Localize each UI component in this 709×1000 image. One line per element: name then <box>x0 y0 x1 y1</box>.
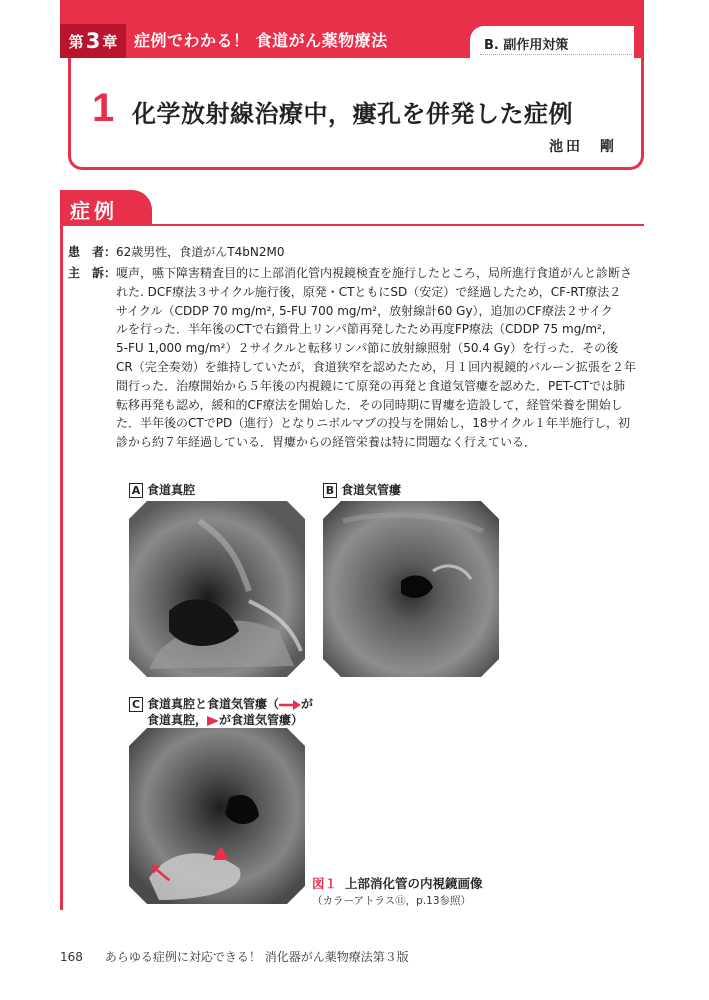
section-heading: 症例 <box>60 190 152 224</box>
chapter-title: 症例でわかる！ 食道がん薬物療法 <box>134 31 388 50</box>
chapter-number: 3 <box>85 29 101 53</box>
chapter-suffix: 章 <box>102 32 118 51</box>
book-title: あらゆる症例に対応できる！ 消化器がん薬物療法第３版 <box>104 950 409 964</box>
history-line: れた. DCF療法３サイクル施行後，原発・CTともにSD（安定）で経過したため，CF-RT療法２ <box>116 284 622 299</box>
section-tag: B. 副作用対策 <box>470 26 634 58</box>
chapter-badge <box>60 24 126 58</box>
endoscopy-image-a <box>129 501 305 677</box>
endoscopy-image-b <box>323 501 499 677</box>
history-line: た．半年後のCTでPD（進行）となりニボルマブの投与を開始し，18サイクル１年半施行し，初 <box>116 416 631 431</box>
figure-b-title: 食道気管瘻 <box>341 483 402 497</box>
history-label: 主 訴： <box>68 266 117 280</box>
history-line: 間行った．治療開始から５年後の内視鏡にて原発の再発と食道気管瘻を認めた．PET-CTでは肺 <box>116 378 626 393</box>
left-accent-line <box>60 190 63 910</box>
figure-a-caption <box>129 482 195 498</box>
figure-c-title-2a: 食道真腔， <box>147 713 208 727</box>
figure-c-caption <box>129 696 313 728</box>
history-text <box>116 264 648 452</box>
figure-a-letter: A <box>129 483 143 498</box>
section-underline <box>60 224 644 226</box>
patient-row <box>68 243 648 263</box>
history-line: 転移再発も認め，緩和的CF療法を開始した．その同時期に胃瘻を造設して，経管栄養を開始し <box>116 397 623 412</box>
figure-b-caption <box>323 482 401 498</box>
history-line: CR（完全奏効）を維持していたが，食道狭窄を認めたため，月１回内視鏡的バルーン拡張を２年 <box>116 359 637 374</box>
page-footer <box>60 948 409 965</box>
figure-reference: （カラーアトラス⑪，p.13参照） <box>312 895 472 907</box>
page-number: 168 <box>60 950 83 964</box>
dotted-divider <box>480 54 632 55</box>
figure-c-title-1: 食道真腔と食道気管瘻（ <box>147 697 280 711</box>
figure-a-title: 食道真腔 <box>147 483 196 497</box>
history-line: 嗄声，嚥下障害精査目的に上部消化管内視鏡検査を施行したところ，局所進行食道がんと診断さ <box>116 266 633 280</box>
arrowhead-icon <box>207 716 219 726</box>
patient-label: 患 者： <box>68 245 117 259</box>
chapter-prefix: 第 <box>68 32 84 51</box>
arrow-icon <box>279 700 301 710</box>
figure-b-letter: B <box>323 483 337 498</box>
article-number: 1 <box>92 86 115 130</box>
history-line: サイクル（CDDP 70 mg/m², 5-FU 700 mg/m²，放射線計60 Gy），追加のCF療法２サイク <box>116 303 613 318</box>
history-line: ルを行った．半年後のCTで右鎖骨上リンパ節再発したため再度FP療法（CDDP 75 mg/m², <box>116 322 606 337</box>
author-name: 池田 剛 <box>549 139 617 155</box>
figure-c-letter: C <box>129 697 143 712</box>
figure-c-title-1b: が <box>301 697 314 711</box>
history-line: 5-FU 1,000 mg/m²）２サイクルと転移リンパ節に放射線照射（50.4 Gy）を行った．その後 <box>116 341 619 356</box>
endoscopy-image-c <box>129 728 305 904</box>
figure-label <box>312 874 483 892</box>
history-block <box>68 264 648 464</box>
history-line: 診から約７年経過している．胃瘻からの経管栄養は特に問題なく行えている． <box>116 435 537 450</box>
figure-number: 図１ <box>312 876 338 891</box>
figure-title: 上部消化管の内視鏡画像 <box>345 876 483 891</box>
figure-c-title-2b: が食道気管瘻） <box>219 713 304 727</box>
patient-text: 62歳男性，食道がんT4bN2M0 <box>116 245 285 259</box>
article-title: 化学放射線治療中，瘻孔を併発した症例 <box>132 100 573 128</box>
